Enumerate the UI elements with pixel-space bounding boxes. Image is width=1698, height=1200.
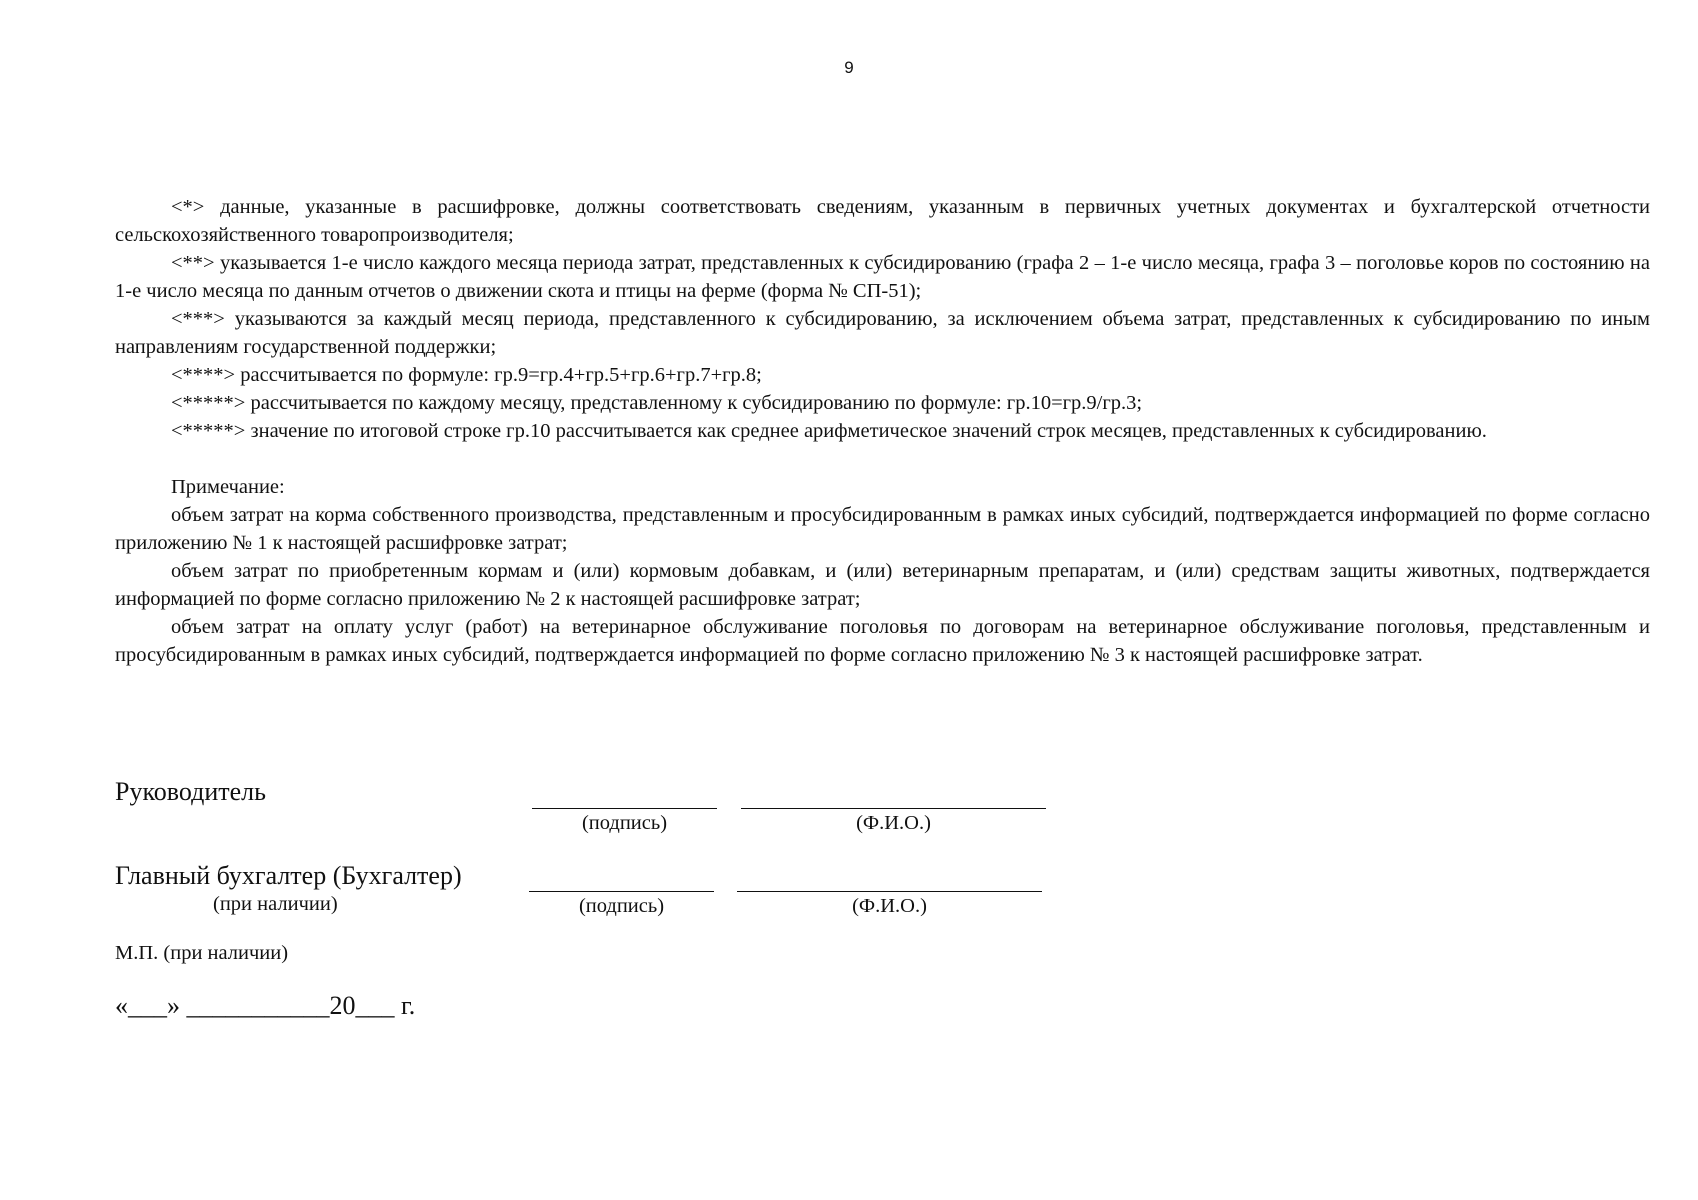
footnotes-section (115, 193, 1650, 669)
head-label: Руководитель (115, 777, 266, 806)
head-signature-caption: (подпись) (581, 812, 668, 834)
head-name-line[interactable] (741, 808, 1046, 809)
note-item-3: объем затрат на оплату услуг (работ) на ветеринарное обслуживание поголовья по договорам на ветеринарное обслуживание поголовья, представленным и просубсидированным в рамках иных субсидий, подтверждается информацией по форме согласно приложению № 3 к настоящей расшифровке затрат. (115, 616, 1650, 666)
chief-accountant-sub: (при наличии) (213, 893, 338, 915)
footnote-3: <***> указываются за каждый месяц периода, представленного к субсидированию, за исключением объема затрат, представленных к субсидированию по иным направлениям государственной поддержки; (115, 308, 1650, 358)
accountant-name-line[interactable] (737, 891, 1042, 892)
note-item-1: объем затрат на корма собственного производства, представленным и просубсидированным в рамках иных субсидий, подтверждается информацией по форме согласно приложению № 1 к настоящей расшифровке затрат; (115, 504, 1650, 554)
note-item-2: объем затрат по приобретенным кормам и (или) кормовым добавкам, и (или) ветеринарным препаратам, и (или) средствам защиты животных, подтверждается информацией по форме согласно приложению № 2 к настоящей расшифровке затрат; (115, 560, 1650, 610)
accountant-signature-line[interactable] (529, 891, 714, 892)
accountant-name-caption: (Ф.И.О.) (852, 895, 927, 917)
footnote-6: <*****> значение по итоговой строке гр.10 рассчитывается как среднее арифметическое значений строк месяцев, представленных к субсидированию. (171, 420, 1487, 442)
footnote-2: <**> указывается 1-е число каждого месяца периода затрат, представленных к субсидированию (графа 2 – 1-е число месяца, графа 3 – поголовье коров по состоянию на 1-е число месяца по данным отчетов о движении скота и птицы на ферме (форма № СП-51); (115, 252, 1650, 302)
head-name-caption: (Ф.И.О.) (856, 812, 931, 834)
page-number: 9 (844, 58, 854, 77)
footnote-1: <*> данные, указанные в расшифровке, должны соответствовать сведениям, указанным в первичных учетных документах и бухгалтерской отчетности сельскохозяйственного товаропроизводителя; (115, 196, 1650, 246)
head-signature-line[interactable] (532, 808, 717, 809)
stamp-label: М.П. (при наличии) (115, 942, 289, 964)
chief-accountant-label: Главный бухгалтер (Бухгалтер) (115, 861, 462, 890)
accountant-signature-caption: (подпись) (578, 895, 665, 917)
footnote-5: <*****> рассчитывается по каждому месяцу, представленному к субсидированию по формуле: гр.10=гр.9/гр.3; (171, 392, 1143, 414)
footnote-4: <****> рассчитывается по формуле: гр.9=гр.4+гр.5+гр.6+гр.7+гр.8; (171, 364, 762, 386)
note-title: Примечание: (171, 476, 285, 498)
date-line[interactable]: «___» ___________20___ г. (115, 991, 416, 1020)
